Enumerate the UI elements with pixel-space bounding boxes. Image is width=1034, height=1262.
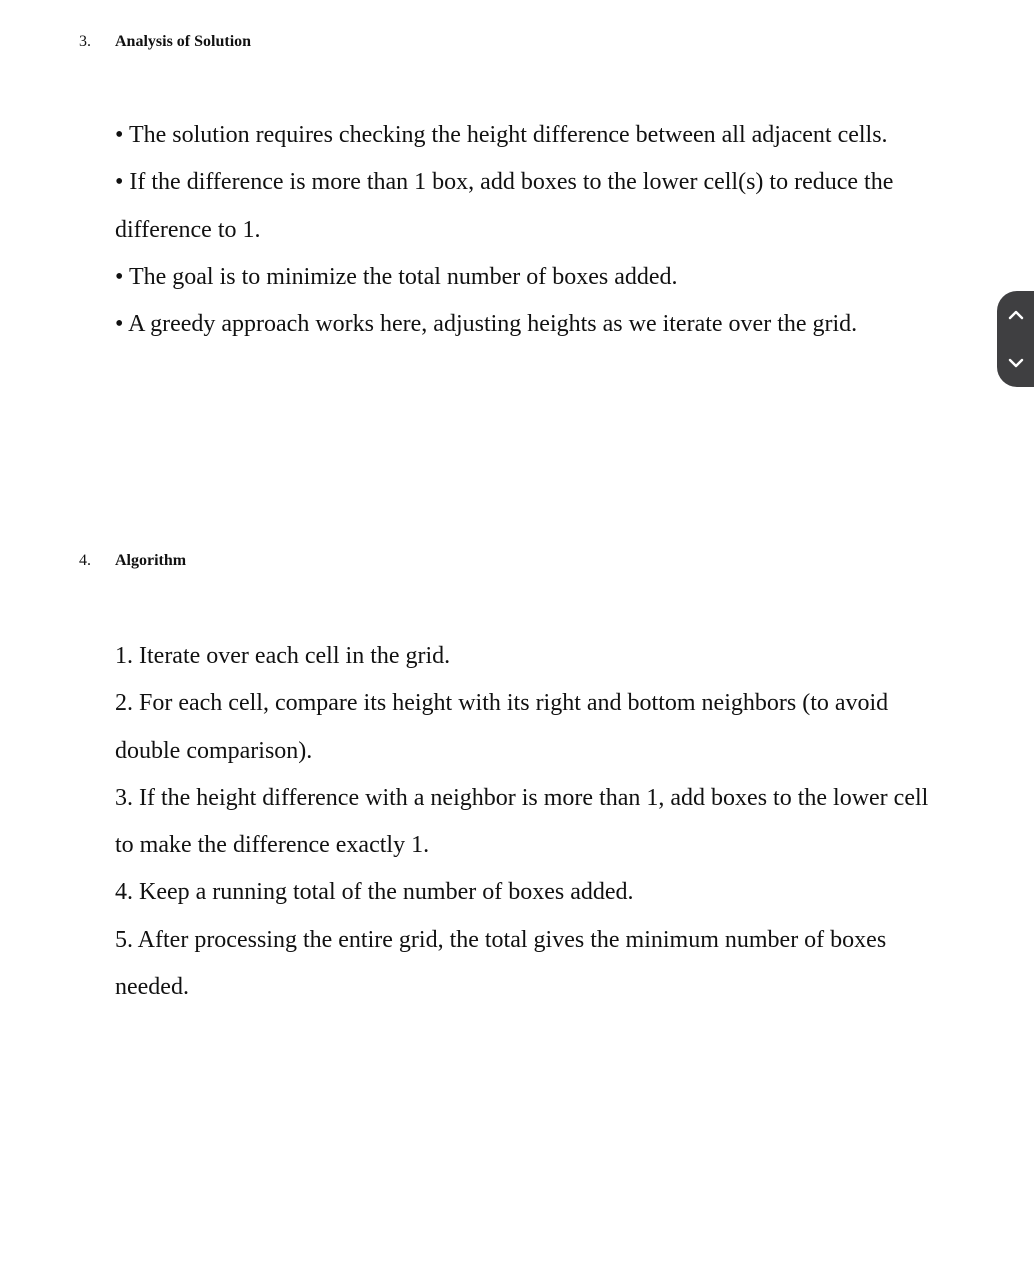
- scroll-up-button[interactable]: [997, 291, 1034, 339]
- algorithm-step-5: 5. After processing the entire grid, the total gives the minimum number of boxes needed.: [115, 926, 887, 1001]
- analysis-bullet-4: • A greedy approach works here, adjusting heights as we iterate over the grid.: [115, 311, 858, 338]
- algorithm-step-3: 3. If the height difference with a neighbor is more than 1, add boxes to the lower cell to make the difference exactly 1.: [115, 784, 929, 859]
- analysis-bullet-2: • If the difference is more than 1 box, add boxes to the lower cell(s) to reduce the difference to 1.: [115, 169, 894, 243]
- algorithm-step-4: 4. Keep a running total of the number of boxes added.: [115, 879, 634, 906]
- algorithm-step-list: [115, 633, 945, 1011]
- scroll-navigation-widget: [997, 291, 1034, 387]
- section-number: 3.: [79, 33, 91, 50]
- chevron-down-icon: [1008, 358, 1024, 368]
- section-title: Algorithm: [115, 552, 187, 569]
- scroll-down-button[interactable]: [997, 339, 1034, 387]
- chevron-up-icon: [1008, 310, 1024, 320]
- analysis-bullet-1: • The solution requires checking the height difference between all adjacent cells.: [115, 122, 888, 148]
- analysis-bullet-3: • The goal is to minimize the total number of boxes added.: [115, 263, 678, 290]
- algorithm-step-2: 2. For each cell, compare its height with its right and bottom neighbors (to avoid double comparison).: [115, 690, 889, 764]
- analysis-bullet-list: [115, 112, 945, 348]
- algorithm-step-1: 1. Iterate over each cell in the grid.: [115, 643, 451, 669]
- section-title: Analysis of Solution: [115, 33, 252, 50]
- section-number: 4.: [79, 552, 91, 569]
